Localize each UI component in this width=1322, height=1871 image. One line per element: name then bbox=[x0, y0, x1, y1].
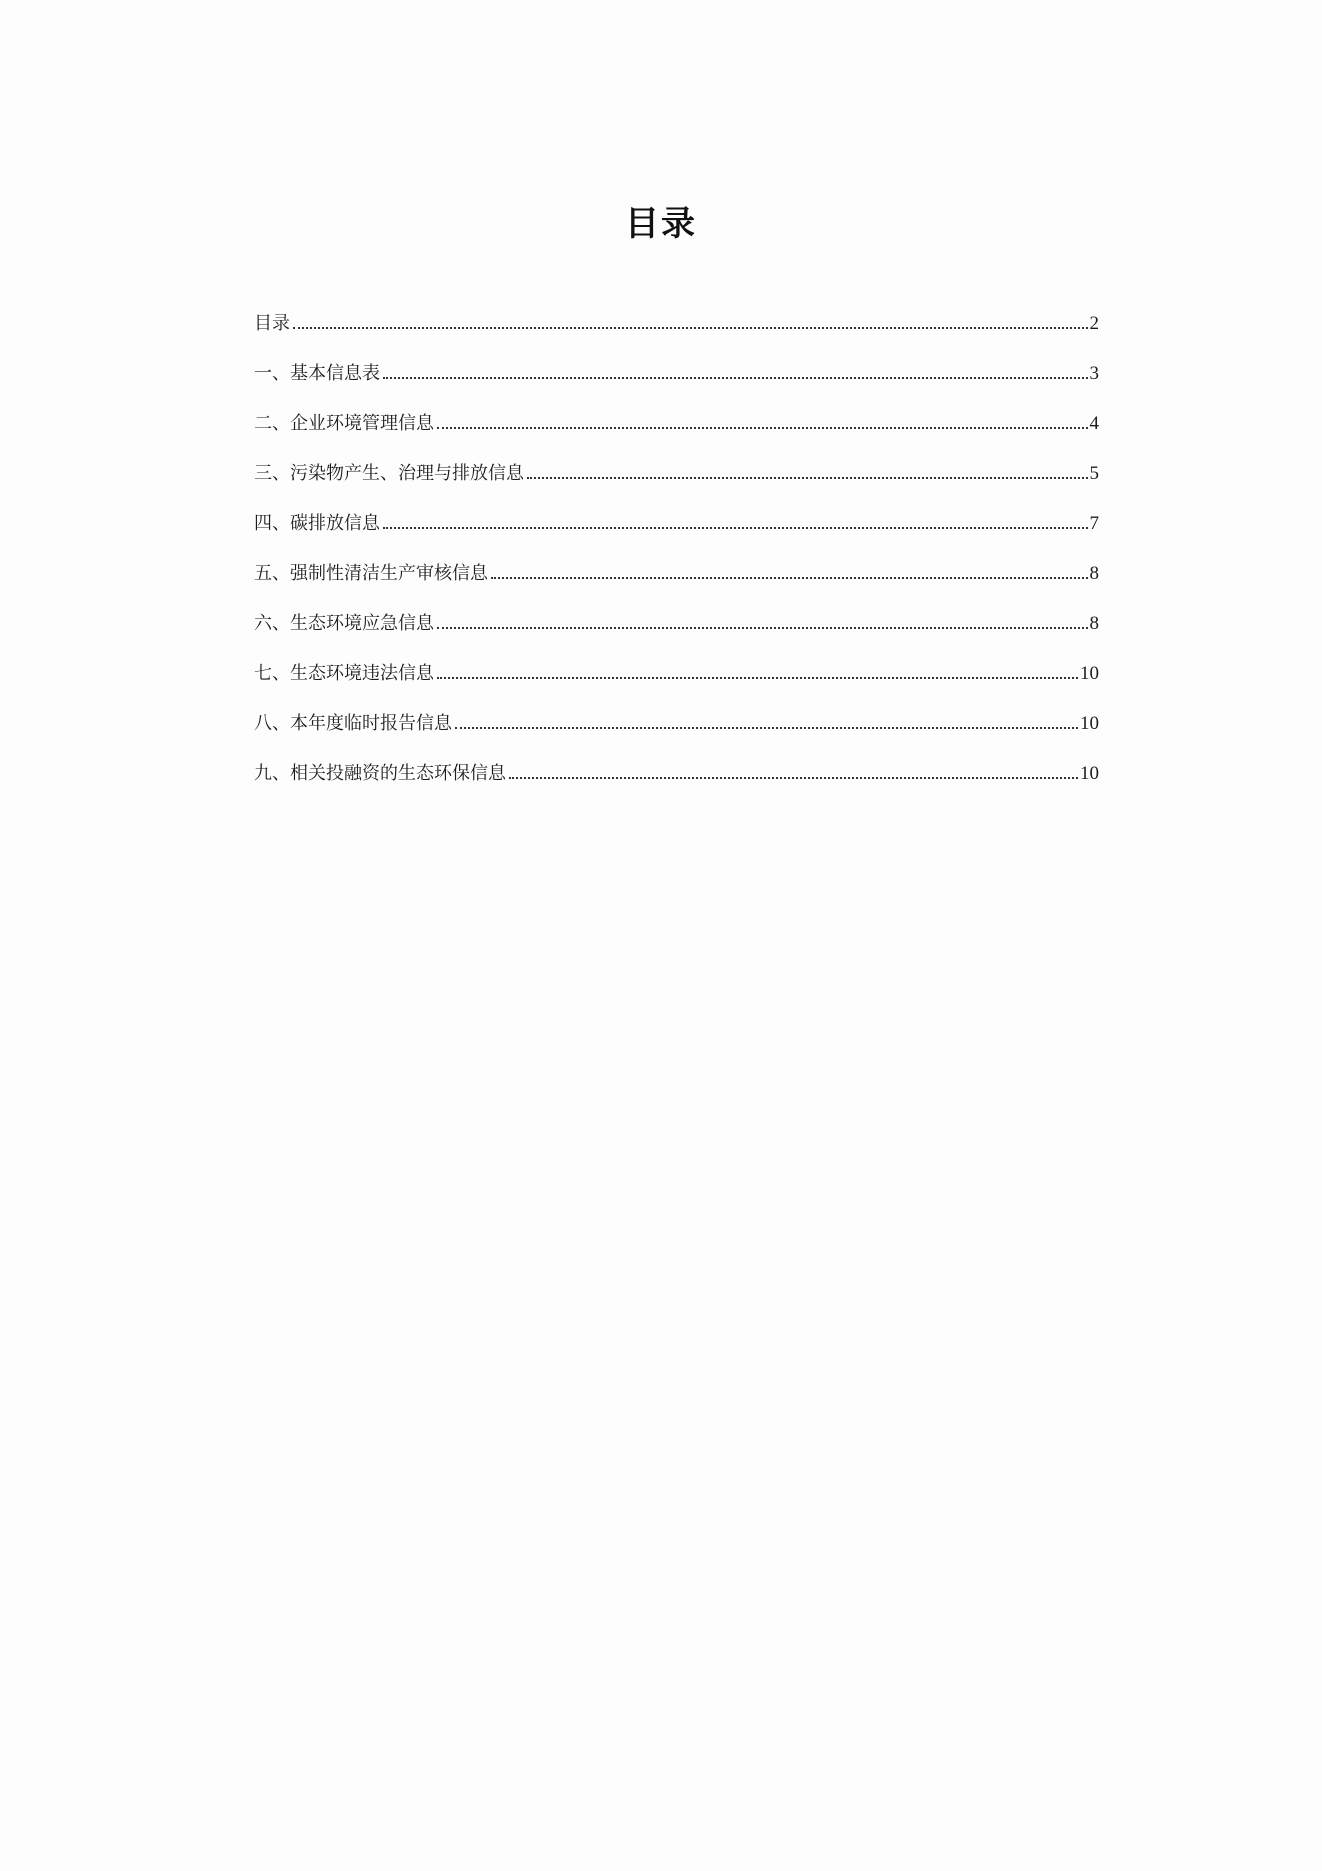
toc-entry[interactable] bbox=[254, 635, 1099, 685]
toc-entry-label: 目录 bbox=[254, 313, 290, 334]
toc-entry-label: 九、相关投融资的生态环保信息 bbox=[254, 763, 506, 784]
toc-entry-label: 六、生态环境应急信息 bbox=[254, 613, 434, 634]
toc-dot-leader bbox=[437, 627, 1088, 629]
toc-page-number: 8 bbox=[1089, 563, 1099, 584]
toc-dot-leader bbox=[509, 777, 1078, 779]
page-title: 目录 bbox=[625, 204, 697, 244]
toc-dot-leader bbox=[437, 677, 1078, 679]
toc-page-number: 5 bbox=[1089, 463, 1099, 484]
toc-page-number: 4 bbox=[1089, 413, 1099, 434]
toc-dot-leader bbox=[383, 527, 1088, 529]
toc-page-number: 2 bbox=[1089, 313, 1099, 334]
toc-entry[interactable] bbox=[254, 335, 1099, 385]
table-of-contents bbox=[254, 285, 1099, 785]
toc-entry[interactable] bbox=[254, 585, 1099, 635]
toc-entry-label: 五、强制性清洁生产审核信息 bbox=[254, 563, 488, 584]
toc-dot-leader bbox=[491, 577, 1088, 579]
toc-dot-leader bbox=[383, 377, 1088, 379]
toc-entry-label: 三、污染物产生、治理与排放信息 bbox=[254, 463, 524, 484]
toc-entry-label: 一、基本信息表 bbox=[254, 363, 380, 384]
toc-page-number: 10 bbox=[1080, 713, 1099, 734]
toc-entry-label: 四、碳排放信息 bbox=[254, 513, 380, 534]
toc-dot-leader bbox=[293, 327, 1088, 329]
toc-entry-label: 二、企业环境管理信息 bbox=[254, 413, 434, 434]
toc-entry[interactable] bbox=[254, 435, 1099, 485]
toc-entry[interactable] bbox=[254, 735, 1099, 785]
toc-entry[interactable] bbox=[254, 285, 1099, 335]
toc-page-number: 8 bbox=[1089, 613, 1099, 634]
toc-entry[interactable] bbox=[254, 685, 1099, 735]
toc-entry-label: 八、本年度临时报告信息 bbox=[254, 713, 452, 734]
toc-dot-leader bbox=[527, 477, 1088, 479]
toc-entry[interactable] bbox=[254, 485, 1099, 535]
toc-dot-leader bbox=[455, 727, 1078, 729]
toc-entry[interactable] bbox=[254, 385, 1099, 435]
toc-page-number: 10 bbox=[1080, 763, 1099, 784]
toc-entry-label: 七、生态环境违法信息 bbox=[254, 663, 434, 684]
toc-page-number: 7 bbox=[1089, 513, 1099, 534]
toc-dot-leader bbox=[437, 427, 1088, 429]
toc-entry[interactable] bbox=[254, 535, 1099, 585]
toc-page-number: 3 bbox=[1089, 363, 1099, 384]
toc-page-number: 10 bbox=[1080, 663, 1099, 684]
